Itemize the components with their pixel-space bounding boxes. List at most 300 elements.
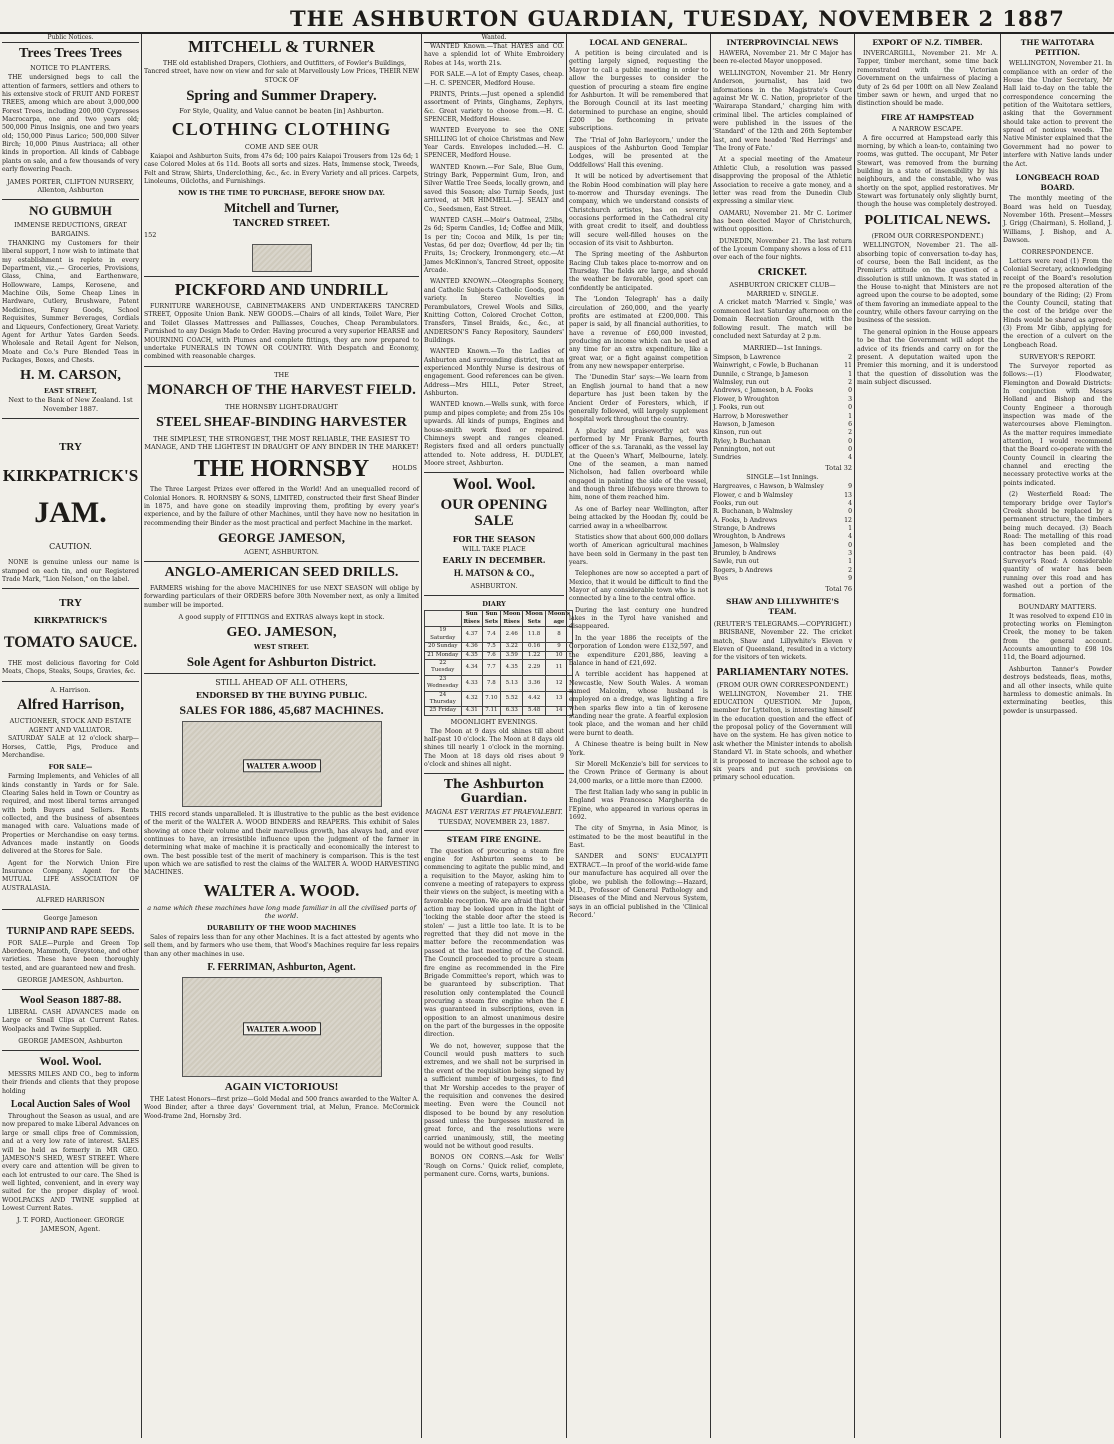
ad-sauce-product: TOMATO SAUCE. [3, 634, 138, 652]
runs: 11 [844, 362, 852, 370]
runs: 2 [848, 429, 852, 437]
innings-line [713, 354, 852, 362]
innings-line [713, 500, 852, 508]
runs: 3 [848, 395, 852, 403]
runs: 1 [848, 412, 852, 420]
ad-monarch-heading: MONARCH OF THE HARVEST FIELD. [147, 382, 416, 399]
inter-p3: At a special meeting of the Amateur Athletic Club, a resolution was passed disapproving the proposal of the Athletic Association to receive a gate money, and a letter was read from the Dunedin Club expressing a similar view. [713, 156, 852, 206]
ad-gj-subheading: AGENT, ASHBURTON. [244, 548, 319, 557]
diary-cell: 5.48 [523, 707, 545, 715]
local-p18: SANDER and SONS' EUCALYPTI EXTRACT.—In proof of the world-wide fame our manufacture has acquired all over the globe, we publish the following:—Hazard, M.D., Professor of General Pathology and Diseases of the Mind and Nervous System, says in an official published in the 'Clinical Record.' [569, 853, 708, 919]
ad-ferriman: F. FERRIMAN, Ashburton, Agent. [207, 962, 356, 974]
ad-carson-subheading: EAST STREET, [43, 386, 98, 395]
ad-jam-caution: CAUTION. [49, 542, 92, 552]
runs: 9 [848, 575, 852, 583]
diary-heading: DIARY [482, 599, 506, 608]
ad-pu-heading: PICKFORD AND UNDRILL [174, 280, 389, 300]
diary-cell: 4.35 [500, 659, 522, 675]
innings-line [713, 558, 852, 566]
ad-anglo-note: A good supply of FITTINGS and EXTRAS always kept in stock. [178, 612, 385, 621]
diary-cell: 4.34 [461, 659, 482, 675]
runs: 0 [848, 541, 852, 549]
ad-geo-heading: GEO. JAMESON, [226, 624, 337, 640]
timber-body: INVERCARGILL, November 21. Mr A. Tapper, timber merchant, some time back remonstrated with the Victorian Government on the unfairness of placing a duty of 2s 6d per 100ft on all New Zealand timber sawn or hewn, and urged that no distinction should be made. [857, 50, 998, 108]
innings-line [713, 387, 852, 395]
cricket-body: A cricket match 'Married v. Single,' was commenced last Saturday afternoon on the Domain Recreation Ground, with the following result. The match will be concluded next Saturday at 2 p.m. [713, 299, 852, 340]
batsman: Flower, b Wroughton [713, 395, 779, 403]
wanted-5: WANTED Known.—For Sale, Blue Gum, Stringy Bark, Peppermint Gum, Iron, and Silver Wattle Tree Seeds, locally grown, and saved this Season; also Turnip Seeds, just arrived, at MR HIMMELL.—J. SEALY and Co., Seedsmen, East Street. [424, 163, 564, 213]
cricket-club: ASHBURTON CRICKET CLUB—MARRIED v. SINGLE. [729, 280, 836, 298]
longbeach-heading: LONGBEACH ROAD BOARD. [1015, 172, 1100, 193]
ad-harrison-heading: Alfred Harrison, [16, 697, 125, 714]
waitotara-heading: THE WAITOTARA PETITION. [1020, 38, 1095, 58]
diary-row [425, 651, 573, 659]
innings-line [713, 517, 852, 525]
cricket-single-total: Total 76 [825, 584, 852, 593]
ad-mt-number: 152 [144, 231, 157, 240]
illustration-reaper [182, 721, 382, 807]
diary-cell: 4.42 [523, 691, 545, 707]
diary-col-header: Sun Sets [482, 611, 500, 627]
diary-cell: 13 [545, 691, 572, 707]
diary-cell: 3.59 [500, 651, 522, 659]
parl-subheading: (FROM OUR OWN CORRESPONDENT.) [716, 680, 849, 689]
runs: 0 [848, 508, 852, 516]
illustration-binder [182, 977, 382, 1077]
batsman: Wainwright, c Fowle, b Buchanan [713, 362, 819, 370]
batsman: Simpson, b Lawrence [713, 353, 781, 361]
runs: 1 [848, 370, 852, 378]
innings-line [713, 429, 852, 437]
batsman: Hawson, b Jameson [713, 420, 775, 428]
diary-row [425, 643, 573, 651]
local-p15: Sir Morell McKenzie's bill for services to the Crown Prince of Germany is about 24,000 marks, or a little more than £2000. [569, 760, 708, 785]
diary-cell: 5.52 [500, 691, 522, 707]
diary-cell: 3.22 [500, 643, 522, 651]
ad-local-body: Throughout the Season as usual, and are now prepared to make Liberal Advances on large or small clips free of Commission, and at a very low rate of interest. SALES will be held as formerly in MR GEO. JAMESON'S SHED, WEST STREET. Where every care and attention will be given to each lot entrusted to our care. The Shed is well lighted, convenient, and in every way suited for the proper display of wool. WOOLPACKS AND TWINE supplied at Lowest Current Rates. [2, 1113, 139, 1213]
ad-mt-body: THE old established Drapers, Clothiers, and Outfitters, of Fowler's Buildings, Tancred street, have now on view and for sale at Marvellously Low Prices, THEIR NEW STOCK OF [144, 59, 419, 84]
political-subheading: (FROM OUR CORRESPONDENT.) [871, 232, 984, 241]
batsman: Pennington, not out [713, 445, 775, 453]
diary-cell: 4.32 [461, 691, 482, 707]
runs: 4 [848, 454, 852, 462]
matters-heading: BOUNDARY MATTERS. [1018, 602, 1097, 611]
ad-opening-will: WILL TAKE PLACE [462, 545, 526, 554]
diary-cell: 4.33 [461, 675, 482, 691]
moonlight-body: The Moon at 9 days old shines till about half-past 10 o'clock. The Moon at 8 days old shines till nearly 1 o'clock in the morning. The Moon at 18 days old rises about 9 o'clock and shines all night. [424, 727, 564, 769]
diary-cell: 10 [545, 651, 572, 659]
inter-p4: OAMARU, November 21. Mr C. Lorimer has been elected Mayor of Christchurch, without opposition. [713, 209, 852, 234]
column-interprovincial [713, 34, 852, 1438]
runs: 12 [844, 516, 852, 524]
ad-trees-signature: JAMES PORTER, CLIFTON NURSERY, Allenton, Ashburton [6, 177, 135, 195]
innings-line [713, 454, 852, 462]
ad-hornsby-subheading: THE HORNSBY LIGHT-DRAUGHT [225, 403, 338, 412]
longbeach-body: The monthly meeting of the Board was held on Tuesday, November 16th. Present—Messrs J. Grigg (Chairman), S. Holland, J. Williams, J. Bishop, and A. Dawson. [1003, 195, 1112, 244]
runs: 0 [848, 404, 852, 412]
ad-opening-early: EARLY IN DECEMBER. [442, 555, 546, 566]
diary-cell: 20 Sunday [425, 643, 462, 651]
ad-sauce-body: THE most delicious flavoring for Cold Meats, Chops, Steaks, Soups, Gravies, &c. [2, 659, 139, 676]
batsman: Sundries [713, 454, 741, 462]
matters-body: It was resolved to expend £10 in protecting works on Flemington Creek, the money to be taken from the general account. Accounts amounting to £98 10s 11d, the Board adjourned. [1003, 612, 1112, 662]
cricket-married-total: Total 32 [825, 463, 852, 472]
ad-hornsby-body: The Three Largest Prizes ever offered in the World! And an unequalled record of Colonial Honors. R. HORNSBY & SONS, LIMITED, constructed their first Sheaf Binder in 1875, and have gone on steadily improving them, profiting by every year's experience, and by the failure of other Machines, until they have now no hesitation in recommending their Binder as the most practical and perfect Machine in the market. [144, 486, 419, 527]
ad-clothing-body: Kaiapoi and Ashburton Suits, from 47s 6d; 100 pairs Kaiapoi Trousers from 12s 6d; 1 case Colored Moles at 6s 11d. Boots all sorts and sizes. Hats, Immense stock, Tweeds, Felt and Straw, Shirts, Underclothing, &c., &c. in Every Variety and all prices. Carpets, Linoleums, Oilcloths, and Furnishings. [144, 152, 419, 185]
diary-cell: 11 [545, 659, 572, 675]
ad-turnip-body: FOR SALE—Purple and Green Top Aberdeen, Mammoth, Greystone, and other varieties. These have been thoroughly tested, and are guaranteed new and fresh. [2, 939, 139, 972]
ad-carson-note: Next to the Bank of New Zealand. 1st November 1887. [8, 396, 133, 414]
ad-still-text: STILL AHEAD OF ALL OTHERS, [215, 678, 348, 688]
ad-again-body: THE Latest Honors—first prize—Gold Medal and 500 francs awarded to the Walter A. Wood Binder, after a three days' Government trial, at Melun, France. McCormick Wood-frame 2nd, Hornsby 3rd. [144, 1096, 419, 1120]
masthead [0, 0, 1114, 34]
ad-steel-heading: STEEL SHEAF-BINDING HARVESTER [156, 414, 407, 430]
steam-heading: STEAM FIRE ENGINE. [446, 835, 542, 845]
shaw-body: BRISBANE, November 22. The cricket match, Shaw and Lillywhite's Eleven v Eleven of Queensland, resulted in a victory for the visitors of ten wickets. [713, 629, 852, 662]
guardian-motto: MAGNA EST VERITAS ET PRAEVALEBIT. [425, 807, 563, 816]
diary-cell: 7.11 [482, 707, 500, 715]
diary-col-header: Moon Rises [500, 611, 522, 627]
ad-trees-heading: Trees Trees Trees [19, 46, 122, 62]
diary-cell: 0.16 [523, 643, 545, 651]
local-p16: The first Italian lady who sang in public in England was Francesca Margherita de l'Epine, who appeared in various operas in 1692. [569, 788, 708, 822]
diary-cell: 12 [545, 675, 572, 691]
innings-line [713, 413, 852, 421]
innings-line [713, 508, 852, 516]
ad-geo-west: WEST STREET. [253, 643, 310, 652]
binder-label: WALTER A.WOOD [243, 1022, 321, 1035]
diary-cell: 7.6 [482, 651, 500, 659]
diary-cell: 9 [545, 643, 572, 651]
ad-sauce-try: TRY [59, 597, 82, 610]
local-heading: LOCAL AND GENERAL. [589, 38, 688, 47]
ad-clothing-subheading: COME AND SEE OUR [244, 143, 319, 152]
innings-line [713, 404, 852, 412]
local-p2: The 'Trial of John Barleycorn,' under the auspices of the Ashburton Good Templar Lodges, will be presented at the Oddfellows' Hall this evening. [569, 136, 708, 169]
runs: 0 [848, 387, 852, 395]
batsman: Walmsley, run out [713, 379, 769, 387]
fire-body: A fire occurred at Hampstead early this morning, by which a lean-to, containing two rooms, was gutted. The occupant, Mr Peter Stewart, was removed from the burning building in a state of insensibility by his neighbours, and the constable, who was shortly on the spot, applied restoratives. Mr Stewart was fortunately only slightly burnt, though the house was completely destroyed. [857, 134, 998, 209]
local-p6: The 'Dunedin Star' says:—We learn from an English journal to hand that a new departure has just been taken by the Ancient Order of Foresters, which, if generally followed, will largely supplement hospital work throughout the country. [569, 374, 708, 424]
innings-married [713, 354, 852, 463]
ad-humbug-subheading: IMMENSE REDUCTIONS, GREAT BARGAINS. [14, 221, 127, 239]
batsman: Jameson, b Walmsley [713, 541, 780, 549]
masthead-title: THE ASHBURTON GUARDIAN, TUESDAY, NOVEMBER 2 1887 [290, 6, 1065, 31]
local-p8: As one of Barley near Wellington, after being attacked by the Hoodan fly, could be carried away in a wheelbarrow. [569, 505, 708, 530]
longbeach-corr-heading: CORRESPONDENCE. [1021, 248, 1094, 257]
col3-footer: BONOS ON CORNS.—Ask for Wells' 'Rough on Corns.' Quick relief, complete, permanent cure. Corns, warts, bunions. [424, 1154, 564, 1179]
fire-subheading: A NARROW ESCAPE. [891, 124, 964, 133]
steam-body-2: We do not, however, suppose that the Council would push matters to such extremes, and we shall not be surprised in the event of the requisition being signed by a sufficient number of burgesses, to find that Mr Worship accedes to the prayer of the requisition and convenes the desired meeting. Even were the Council not disposed to be bound by any resolution passed unless the burgesses mustered in great force, and the resolutions were carried unanimously, still, the meeting would not be without good results. [424, 1042, 564, 1151]
shaw-heading: SHAW AND LILLYWHITE'S TEAM. [725, 597, 839, 617]
local-p14: A Chinese theatre is being built in New York. [569, 741, 708, 757]
timber-heading: EXPORT OF N.Z. TIMBER. [872, 38, 983, 47]
column-advertisements [144, 34, 419, 1438]
ad-matson-heading: H. MATSON & CO., [453, 568, 535, 578]
ad-sauce-brand: KIRKPATRICK'S [33, 615, 108, 626]
parl-body: WELLINGTON, November 21. THE EDUCATION QUESTION. Mr Jupon, member for Lyttelton, is interesting himself in the education question and the effect of the proposal policy of the Government will have on the system. He has given notice to ask whether the Minister intends to abolish Standard VI. in State schools, and whether it is proposed to increase the school age to six years and put such provisions on primary school education. [713, 690, 852, 782]
diary-cell: 4.31 [461, 707, 482, 715]
diary-cell: 21 Monday [425, 651, 462, 659]
innings-line [713, 371, 852, 379]
inter-p1: HAWERA, November 21. Mr C Major has been re-elected Mayor unopposed. [713, 50, 852, 66]
diary-cell: 7.5 [482, 643, 500, 651]
diary-col-header: Sun Rises [461, 611, 482, 627]
cricket-single-heading: SINGLE—1st Innings. [746, 473, 819, 482]
diary-col-header: Moon Sets [523, 611, 545, 627]
ad-wool-heading: Wool Season 1887-88. [19, 993, 122, 1006]
local-p9: Statistics show that about 600,000 dollars worth of American agricultural machines have been sold in Germany in the past ten years. [569, 533, 708, 566]
diary-cell: 14 [545, 707, 572, 715]
batsman: Rogers, b Andrews [713, 566, 773, 574]
batsman: R. Buchanan, b Walmsley [713, 508, 793, 516]
ad-wood-body: THIS record stands unparalleled. It is illustrative to the public as the best evidence of the merit of the WALTER A. WOOD BINDERS and REAPERS. This exhibit of Sales showing at once their volume and their marvellous growth, has always had, and ever continues to have, an irresistible influence upon the judgment of the farmer in determining what make of machine it is practically and economically the interest to own. The best possible test of the merit of machinery is comparison. This is the test upon which we are satisfied to rest the claims of the WALTER A. WOOD HARVESTING MACHINES. [144, 810, 419, 877]
runs: 13 [844, 491, 852, 499]
ad-turnip-signature: GEORGE JAMESON, Ashburton. [17, 976, 124, 985]
diary-cell: 11.8 [523, 627, 545, 643]
ad-opening-season: FOR THE SEASON [452, 533, 536, 544]
innings-line [713, 421, 852, 429]
moonlight-heading: MOONLIGHT EVENINGS. [450, 717, 538, 726]
ad-jam-try: TRY [59, 441, 82, 453]
column-wanted [424, 34, 571, 1438]
political-body: WELLINGTON, November 21. The all-absorbing topic of conversation to-day has, of course, been the Ball incident, as the Premier's attitude on the question of a dissolution is still unknown. It was stated in the House to-night that Ministers are not agreed upon the course to be adopted, some of them favoring an immediate appeal to the country, while others favour carrying on the business of the session. [857, 242, 998, 325]
column-public-notices [2, 34, 139, 1438]
ad-mt-signature: Mitchell and Turner, [224, 200, 339, 216]
wanted-3: PRINTS, Prints.—Just opened a splendid assortment of Prints, Ginghams, Zephyrs, &c. Great variety to choose from.—H. C. SPENCER, Medford House. [424, 90, 564, 123]
inter-p5: DUNEDIN, November 21. The last return of the Lyceum Company shows a loss of £11 over each of the four nights. [713, 237, 852, 262]
column-timber-political [857, 34, 998, 1438]
diary-row [425, 675, 573, 691]
batsman: Dunnile, c Strange, b Jameson [713, 370, 809, 378]
diary-row [425, 627, 573, 643]
wanted-8: WANTED Known.—To the Ladies of Ashburton and surrounding district, that an experienced Monthly Nurse is desirous of engagement. Good references can be given. Address—Mrs HILL, Peter Street, Ashburton. [424, 348, 564, 398]
ad-harrison-label: A. Harrison. [50, 685, 91, 694]
ad-agent-body: Agent for the Norwich Union Fire Insurance Company. Agent for the MUTUAL LIFE ASSOCIATION OF AUSTRALASIA. [2, 859, 139, 892]
batsman: Byes [713, 575, 728, 583]
col7-footer: Ashburton Tanner's Powder destroys bedsteads, fleas, moths, and all other insects, while quite harmless to domestic animals. In exterminating beetles, this powder is unsurpassed. [1003, 665, 1112, 715]
innings-line [713, 446, 852, 454]
ad-woolwool-heading: Wool. Wool. [452, 476, 536, 494]
fire-heading: FIRE AT HAMPSTEAD [881, 112, 974, 122]
ad-turnip-heading: TURNIP AND RAPE SEEDS. [6, 925, 135, 937]
runs: 2 [848, 353, 852, 361]
diary-cell: 7.4 [482, 627, 500, 643]
innings-line [713, 379, 852, 387]
diary-cell: 22 Tuesday [425, 659, 462, 675]
interprovincial-heading: INTERPROVINCIAL NEWS [726, 38, 839, 47]
batsman: Ryley, b Buchanan [713, 437, 771, 445]
illustration-chair [252, 244, 312, 272]
ad-anglo-body: FARMERS wishing for the above MACHINES for use NEXT SEASON will oblige by forwarding particulars of their ORDERS before 30th November next, as only a limited number will be imported. [144, 584, 419, 609]
ad-endorsed-text: ENDORSED BY THE BUYING PUBLIC. [195, 689, 368, 700]
diary-table [424, 610, 573, 715]
ad-mt-heading: MITCHELL & TURNER [188, 37, 375, 56]
diary-cell: 2.46 [500, 627, 522, 643]
diary-row [425, 659, 573, 675]
ad-spring-subheading: For Style, Quality, and Value cannot be beaten [in] Ashburton. [179, 107, 384, 116]
diary-cell: 7.10 [482, 691, 500, 707]
longbeach-corr-body: Letters were read (1) From the Colonial Secretary, acknowledging receipt of the Board's resolution re the proposed alteration of the boundary of the Riding; (2) From the County Council, stating that the cost of the bridge over the Hinds would be shared as agreed; (3) From Mr Gibb, applying for the erection of a culvert on the Longbeach Road. [1003, 258, 1112, 349]
innings-line [713, 362, 852, 370]
local-p3: It will be noticed by advertisement that the Robin Hood combination will play here to-morrow and Thursday evenings. The company, which we understand consists of Christchurch artistes, has on several occasions performed in the Cathedral city with great credit to itself, and doubtless will secure well-filled houses on the occasion of its visit to Ashburton. [569, 173, 708, 248]
shaw-reuter: (REUTER'S TELEGRAMS.—COPYRIGHT.) [713, 619, 852, 628]
local-p4: The Spring meeting of the Ashburton Racing Club takes place to-morrow and on Thursday. The fields are large, and should the weather be favorable, good sport can confidently be anticipated. [569, 251, 708, 292]
ad-humbug-body: THANKING my Customers for their liberal support, I now wish to intimate that my establishment is replete in every Department, viz.,— Groceries, Provisions, Glass, China, and Earthenware, Hollowware, Lamps, Kerosene, and Machine Oils, Some Cheap Lines in Hardware, Cutlery, Brushware, Patent Medicines, Fancy Goods, School Requisites, Summer Beverages, Cordials and Liqueurs, Confectionery, Great Variety. Agent for Arthur Yates Garden Seeds. Wholesale and Retail Agent for Nelson, Moate and Co.'s Pure Blended Teas in Packages, Boxes, and Chests. [2, 239, 139, 364]
ad-again-heading: AGAIN VICTORIOUS! [224, 1081, 339, 1094]
diary-cell: 1.22 [523, 651, 545, 659]
batsman: Kinson, run out [713, 429, 762, 437]
innings-line [713, 542, 852, 550]
ad-trees-body: THE undersigned begs to call the attention of farmers, settlers and others to his extensive stock of FRUIT AND FOREST TREES, among which are about 3,000,000 Forest Trees, including 200,000 Cypresses Macrocarpa, one and two years old; 500,000 Pinus Insignis, one and two years old; 150,000 Pinus Larico; 500,000 Silver Birch; 10,000 Pinus Austriaca; all other kinds in proportion. All kinds of Cabbage plants on sale, and a few thousands of very early flowering Peach. [2, 74, 139, 174]
guardian-date: TUESDAY, NOVEMBER 23, 1887. [438, 817, 550, 826]
ad-durability-heading: DURABILITY OF THE WOOD MACHINES [206, 924, 357, 933]
cricket-married-heading: MARRIED—1st Innings. [742, 344, 823, 353]
political-heading: POLITICAL NEWS. [864, 212, 991, 228]
batsman: Hargreaves, c Hawson, b Walmsley [713, 483, 824, 491]
runs: 1 [848, 558, 852, 566]
ad-hornsby-holds: HOLDS [392, 464, 417, 473]
ad-spring-heading: Spring and Summer Drapery. [186, 87, 377, 104]
diary-cell: 23 Wednesday [425, 675, 462, 691]
innings-line [713, 492, 852, 500]
diary-cell: 25 Friday [425, 707, 462, 715]
diary-cell: 8 [545, 627, 572, 643]
innings-single [713, 483, 852, 583]
local-p10: Telephones are now so accepted a part of Mexico, that it would be difficult to find the Mayor of any considerable town who is not connected by a line to the central office. [569, 570, 708, 603]
ad-jam-product: JAM. [34, 495, 107, 529]
ad-pu-body: FURNITURE WAREHOUSE, CABINETMAKERS AND UNDERTAKERS TANCRED STREET, Opposite Union Bank. NEW GOODS.—Chairs of all kinds, Toilet Ware, Pier and Toilet Glasses Mattresses and Palliasses, Couches, Cheap Perambulators. Furnished to any Design Made to Order. Having procured a very superior HEARSE and MOURNING COACH, with Plumes and complete fittings, they are now prepared to undertake FUNERALS IN TOWN OR COUNTRY. With Despatch and Economy, combined with reasonable charges. [144, 303, 419, 361]
ad-trees-subheading: NOTICE TO PLANTERS. [30, 64, 111, 73]
ad-sole-heading: Sole Agent for Ashburton District. [186, 653, 377, 669]
ad-gj-heading: GEORGE JAMESON, [217, 530, 346, 546]
diary-cell: 19 Saturday [425, 627, 462, 643]
ad-forsale-body: Farming Implements, and Vehicles of all kinds constantly in Yards or for Sale. Clearing Sales held in Town or Country as required, and most liberal terms arranged with both Buyers and Sellers. Rents collected, and the business of absentees managed with care. Valuations made of Properties or Merchandise on easy terms. Advances made instantly on Goods delivered at the Stores for Sale. [2, 773, 139, 856]
ad-jam-brand: KIRKPATRICK'S [2, 466, 139, 486]
surveyor-body-2: (2) Westerfield Road: The temporary bridge over Taylor's Creek should be replaced by a permanent structure, the timbers being much decayed. (3) Beach Road: The metalling of this road has been completed and the contractor has been paid. (4) Surveyor's Road: A considerable quantity of water has been running over this road and has washed out a portion of the formation. [1003, 491, 1112, 599]
innings-line [713, 575, 852, 583]
steam-body: The question of procuring a steam fire engine for Ashburton seems to be commencing to agitate the public mind, and a requisition to the Mayor, asking him to convene a meeting of ratepayers to express their views on the subject, is meeting with a favorable reception. We are afraid that their action may be looked upon in the light of 'locking the stable door after the steed is stolen' — just a little too late. It is to be regretted that they did not move in the matter before the recommendation was passed at the last meeting of the Council. The Council proceeded to procure a steam fire engine as recommended in the Fire Brigade Committee's report, which was to be guaranteed by subscription. That resolution only contemplated the Council procuring a steam fire engine when the £ was guaranteed in subscriptions, even in opposition to an almost unanimous desire on the part of the burgesses in the opposite direction. [424, 847, 564, 1039]
local-p13: A terrible accident has happened at Newcastle, New South Wales. A woman named Malcolm, whose husband is employed on a dredge, was lighting a fire when sparks flew into a tin of kerosene standing near the grate. A fearful explosion took place, and the woman and her child were burnt to death. [569, 671, 708, 737]
wanted-1: WANTED Known.—That HAYES and CO. have a splendid lot of White Embroidery Robes at 14s, worth 21s. [424, 43, 564, 67]
diary-cell: 4.36 [461, 643, 482, 651]
local-p11: During the last century one hundred lakes in the Tyrol have vanished and disappeared. [569, 606, 708, 631]
innings-line [713, 533, 852, 541]
ad-agent-signature: ALFRED HARRISON [36, 896, 105, 905]
innings-line [713, 567, 852, 575]
runs: 0 [848, 437, 852, 445]
innings-line [713, 525, 852, 533]
diary-cell: 2.29 [523, 659, 545, 675]
local-p17: The city of Smyrna, in Asia Minor, is estimated to be the most beautiful in the East. [569, 825, 708, 850]
diary-cell: 3.36 [523, 675, 545, 691]
runs: 3 [848, 550, 852, 558]
ad-carson-heading: H. M. CARSON, [20, 368, 121, 384]
diary-cell: 24 Thursday [425, 691, 462, 707]
parl-heading: PARLIAMENTARY NOTES. [716, 667, 849, 678]
wanted-2: FOR SALE.—A lot of Empty Cases, cheap.—H. C. SPENCER, Medford House. [424, 71, 564, 87]
innings-line [713, 483, 852, 491]
diary-cell: 4.37 [461, 627, 482, 643]
surveyor-body: The Surveyor reported as follows:—(1) Floodwater, Flemington and Dowald Districts: In conjunction with Messrs Holland and Bishop and the County Engineer a thorough inspection was made of the watercourses above Flemington. As the matter requires immediate attention, I would recommend that the Board co-operate with the County Council in clearing the channel and erecting the necessary protective works at the points indicated. [1003, 362, 1112, 487]
innings-line [713, 438, 852, 446]
runs: 6 [848, 420, 852, 428]
ad-jam-caution-body: NONE is genuine unless our name is stamped on each tin, and our Registered Trade Mark, "Lion Nelson," on the label. [2, 559, 139, 583]
ad-wool-signature: GEORGE JAMESON, Ashburton [18, 1037, 123, 1046]
section-label-wanted: Wanted. [424, 34, 564, 43]
ad-wool-body: LIBERAL CASH ADVANCES made on Large or Small Clips at Current Rates. Woolpacks and Twine Supplied. [2, 1009, 139, 1033]
surveyor-heading: SURVEYOR'S REPORT. [1019, 353, 1096, 362]
column-local-general [569, 34, 708, 1438]
diary-row [425, 707, 573, 715]
runs: 2 [848, 379, 852, 387]
ad-wool2-heading: Wool. Wool. [39, 1053, 102, 1068]
runs: 9 [848, 483, 852, 491]
ad-harrison-body: SATURDAY SALE at 12 o'clock sharp—Horses, Cattle, Pigs, Produce and Merchandise. [2, 735, 139, 760]
ad-opening-heading: OUR OPENING SALE [440, 497, 548, 529]
ad-harrison-subheading: AUCTIONEER, STOCK AND ESTATE AGENT AND VALUATOR. [9, 716, 132, 734]
ad-walter-heading: WALTER A. WOOD. [203, 880, 360, 900]
innings-line [713, 396, 852, 404]
batsman: J. Fooks, run out [713, 404, 765, 412]
wanted-7: WANTED KNOWN.—Oleographs Scenery, and Catholic Subjects Catholic Goods, good variety. In Stereo Novelties in Perambulators, Crewel Wools and Silks, Knitting Cotton, Colored Crochet Cotton, Transfers, Tinsel Braids, &c., &c., at ANDERSON'S Fancy Repository, Saunders' Buildings. [424, 278, 564, 344]
ad-local-heading: Local Auction Sales of Wool [10, 1099, 131, 1111]
column-waitotara [1003, 34, 1112, 1438]
ad-walter-subheading: a name which these machines have long made familiar in all the civilised parts of the world. [147, 903, 416, 921]
ad-clothing-heading: CLOTHING CLOTHING [171, 119, 392, 140]
batsman: Sawle, run out [713, 558, 759, 566]
diary-col-header: Moon's age [545, 611, 572, 627]
wanted-6: WANTED CASH.—Moir's Oatmeal, 25lbs, 2s 6d; Sperm Candles, 1d; Coffee and Milk, 1s per tin; Cocoa and Milk, 1s per tin; Vestas, 6d per doz; Overflow, 4d per lb; tin Fruits, 1s; Crockery, Ironmongery, etc.—At James McKinnon's, Tancred Street, opposite Arcade. [424, 216, 564, 275]
batsman: Brumley, b Andrews [713, 550, 777, 558]
diary-row [425, 691, 573, 707]
ad-monarch-the: THE [274, 370, 289, 379]
runs: 0 [848, 445, 852, 453]
ad-local-signature: J. T. FORD, Auctioneer. GEORGE JAMESON, Agent. [16, 1216, 125, 1234]
diary-cell: 7.8 [482, 675, 500, 691]
wanted-9: WANTED known.—Wells sunk, with force pump and pipes complete; and from 25s 10s upwards. All kinds of pumps, Engines and house-smith work fixed or repaired. Chimneys swept and ranges cleaned. Registers fixed and all orders punctually attended to. Note address, H. DUDLEY, Moore street, Ashburton. [424, 401, 564, 467]
ad-clothing-note: NOW IS THE TIME TO PURCHASE, BEFORE SHOW DAY. [178, 189, 385, 198]
diary-cell: 4.35 [461, 651, 482, 659]
batsman: A. Fooks, b Andrews [713, 516, 778, 524]
runs: 4 [848, 499, 852, 507]
ad-forsale-heading: FOR SALE— [48, 763, 93, 772]
ad-jameson-label: George Jameson [43, 913, 98, 922]
ad-hornsby-heading: THE HORNSBY [193, 456, 370, 483]
runs: 1 [848, 524, 852, 532]
ad-anglo-heading: ANGLO-AMERICAN SEED DRILLS. [164, 565, 399, 581]
ad-wool2-body: MESSRS MILES AND CO., beg to inform their friends and clients that they propose holding [2, 1071, 139, 1095]
batsman: Andrews, c Jameson, b A. Fooks [713, 387, 814, 395]
ad-humbug-heading: NO GUBMUH [29, 203, 112, 219]
ad-mt-address: TANCRED STREET. [233, 219, 330, 230]
ad-durability-body: Sales of repairs less than for any other Machines. It is a fact attested by agents who sell them, and by farmers who use them, that Wood's Machines require far less repairs than any other machines in use. [144, 933, 419, 958]
batsman: Harrow, b Moreswether [713, 412, 789, 420]
section-label-public-notices: Public Notices. [2, 34, 139, 43]
batsman: Flower, c and b Walmsley [713, 491, 793, 499]
innings-line [713, 550, 852, 558]
diary-cell: 5.13 [500, 675, 522, 691]
runs: 4 [848, 533, 852, 541]
political-body-2: The general opinion in the House appears to be that the Government will adopt the advice of its friends and carry on for the present. A deputation waited upon the Premier this morning, and it is understood that the question of dissolution was the main subject discussed. [857, 328, 998, 386]
ad-sales-heading: SALES FOR 1886, 45,687 MACHINES. [179, 702, 384, 717]
inter-p2: WELLINGTON, November 21. Mr Henry Anderson, journalist, has laid two informations in the Magistrate's Court against Mr W. C. Nation, proprietor of the 'Wairarapa Standard,' charging him with criminal libel. The articles complained of were published in the issues of the 'Standard' of the 12th and 26th September last, and were headed 'Red Herrings' and 'The Irony of Fate.' [713, 69, 852, 153]
reaper-label: WALTER A.WOOD [243, 759, 321, 772]
local-p1: A petition is being circulated and is getting largely signed, requesting the Mayor to call a public meeting in order to allow the burgesses to consider the question of procuring a steam fire engine for Ashburton. It will be remembered that the Borough Council at its last meeting determined to purchase an engine, should £200 be forthcoming in private subscriptions. [569, 50, 708, 133]
ad-simplest-text: THE SIMPLEST, THE STRONGEST, THE MOST RELIABLE, THE EASIEST TO MANAGE, AND THE LIGHTEST IN DRAUGHT OF ANY BINDER IN THE MARKET! [144, 434, 419, 452]
batsman: Fooks, run out [713, 499, 759, 507]
batsman: Wroughton, b Andrews [713, 533, 786, 541]
